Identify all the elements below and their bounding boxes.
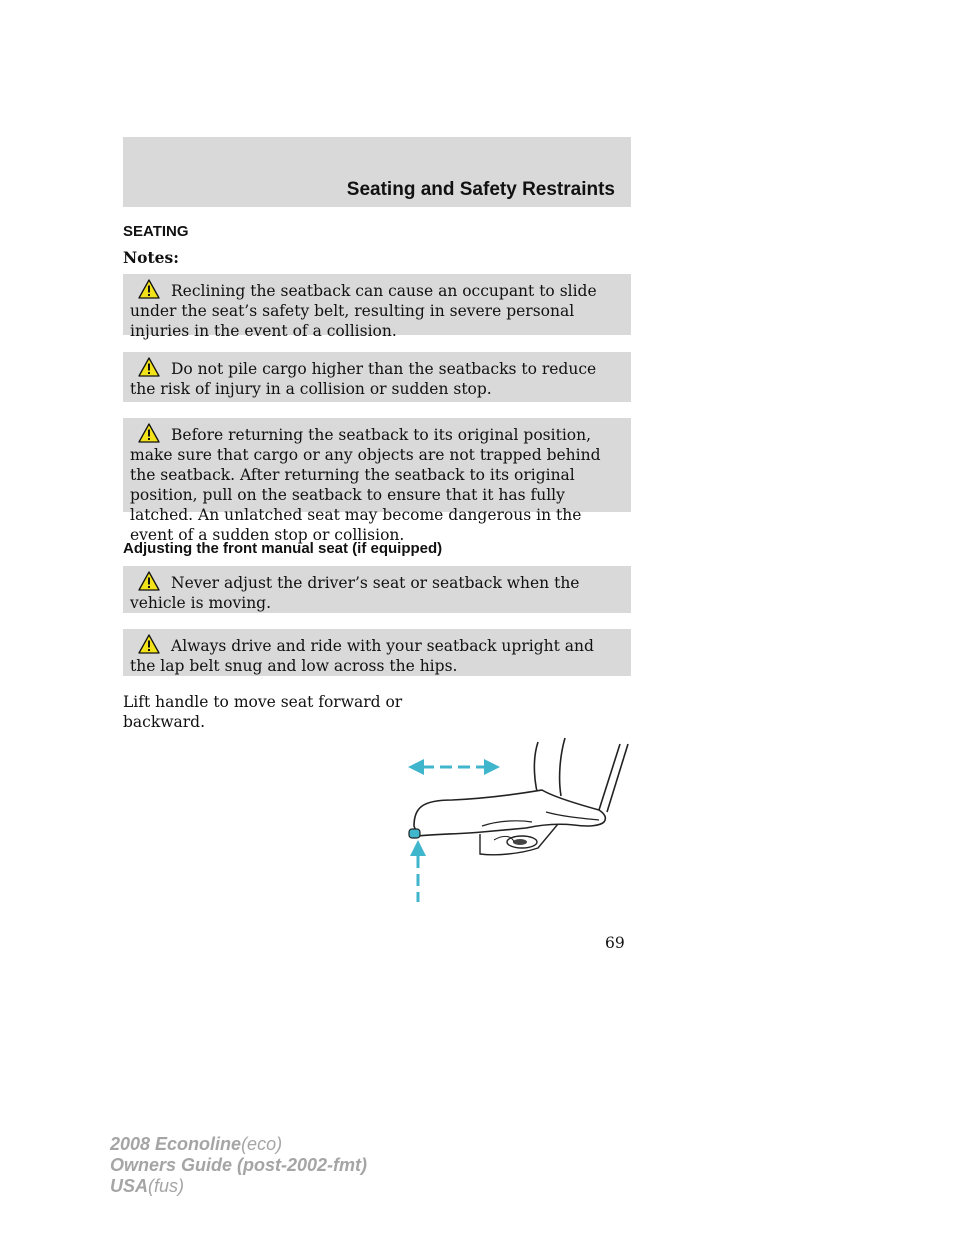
warning-text-1: Reclining the seatback can cause an occupant to slide under the seat’s safety belt, resulting in severe personal injuries in the event of a collision. bbox=[130, 282, 597, 340]
warning-box-3 bbox=[123, 418, 631, 544]
footer-guide: Owners Guide (post-2002-fmt) bbox=[110, 1155, 368, 1175]
footer-line-3 bbox=[110, 1176, 367, 1197]
footer bbox=[110, 1134, 367, 1197]
warning-triangle-icon bbox=[138, 423, 160, 443]
page-number: 69 bbox=[605, 934, 625, 952]
warning-box-4 bbox=[123, 566, 631, 613]
header-bar bbox=[123, 137, 631, 207]
warning-text-3: Before returning the seatback to its original position, make sure that cargo or any objects are not trapped behind the seatback. After returning the seatback to its original position, pull on the seatback to ensure that it has fully latched. An unlatched seat may become dangerous in the event of a sudden stop or collision. bbox=[130, 426, 601, 544]
footer-market: USA bbox=[110, 1176, 149, 1196]
instruction-text bbox=[123, 692, 402, 732]
seat-adjust-illustration bbox=[400, 730, 640, 910]
footer-line-2 bbox=[110, 1155, 367, 1176]
warning-text-5: Always drive and ride with your seatback upright and the lap belt snug and low across the hips. bbox=[130, 637, 594, 675]
warning-text-4: Never adjust the driver’s seat or seatback when the vehicle is moving. bbox=[130, 574, 580, 612]
warning-text-2: Do not pile cargo higher than the seatbacks to reduce the risk of injury in a collision or sudden stop. bbox=[130, 360, 597, 398]
footer-line-1 bbox=[110, 1134, 367, 1155]
instruction-line-1: Lift handle to move seat forward or bbox=[123, 693, 403, 711]
footer-market-code: (fus) bbox=[148, 1176, 185, 1196]
footer-model: 2008 Econoline bbox=[110, 1134, 242, 1154]
instruction-line-2: backward. bbox=[123, 713, 206, 731]
section-heading: SEATING bbox=[123, 223, 189, 240]
warning-triangle-icon bbox=[138, 357, 160, 377]
warning-triangle-icon bbox=[138, 634, 160, 654]
warning-box-2 bbox=[123, 352, 631, 402]
notes-label: Notes: bbox=[123, 248, 179, 267]
subsection-heading: Adjusting the front manual seat (if equipped) bbox=[123, 540, 443, 557]
warning-box-1 bbox=[123, 274, 631, 340]
header-title: Seating and Safety Restraints bbox=[346, 179, 615, 200]
warning-triangle-icon bbox=[138, 279, 160, 299]
footer-model-code: (eco) bbox=[241, 1134, 283, 1154]
warning-triangle-icon bbox=[138, 571, 160, 591]
warning-box-5 bbox=[123, 629, 631, 676]
